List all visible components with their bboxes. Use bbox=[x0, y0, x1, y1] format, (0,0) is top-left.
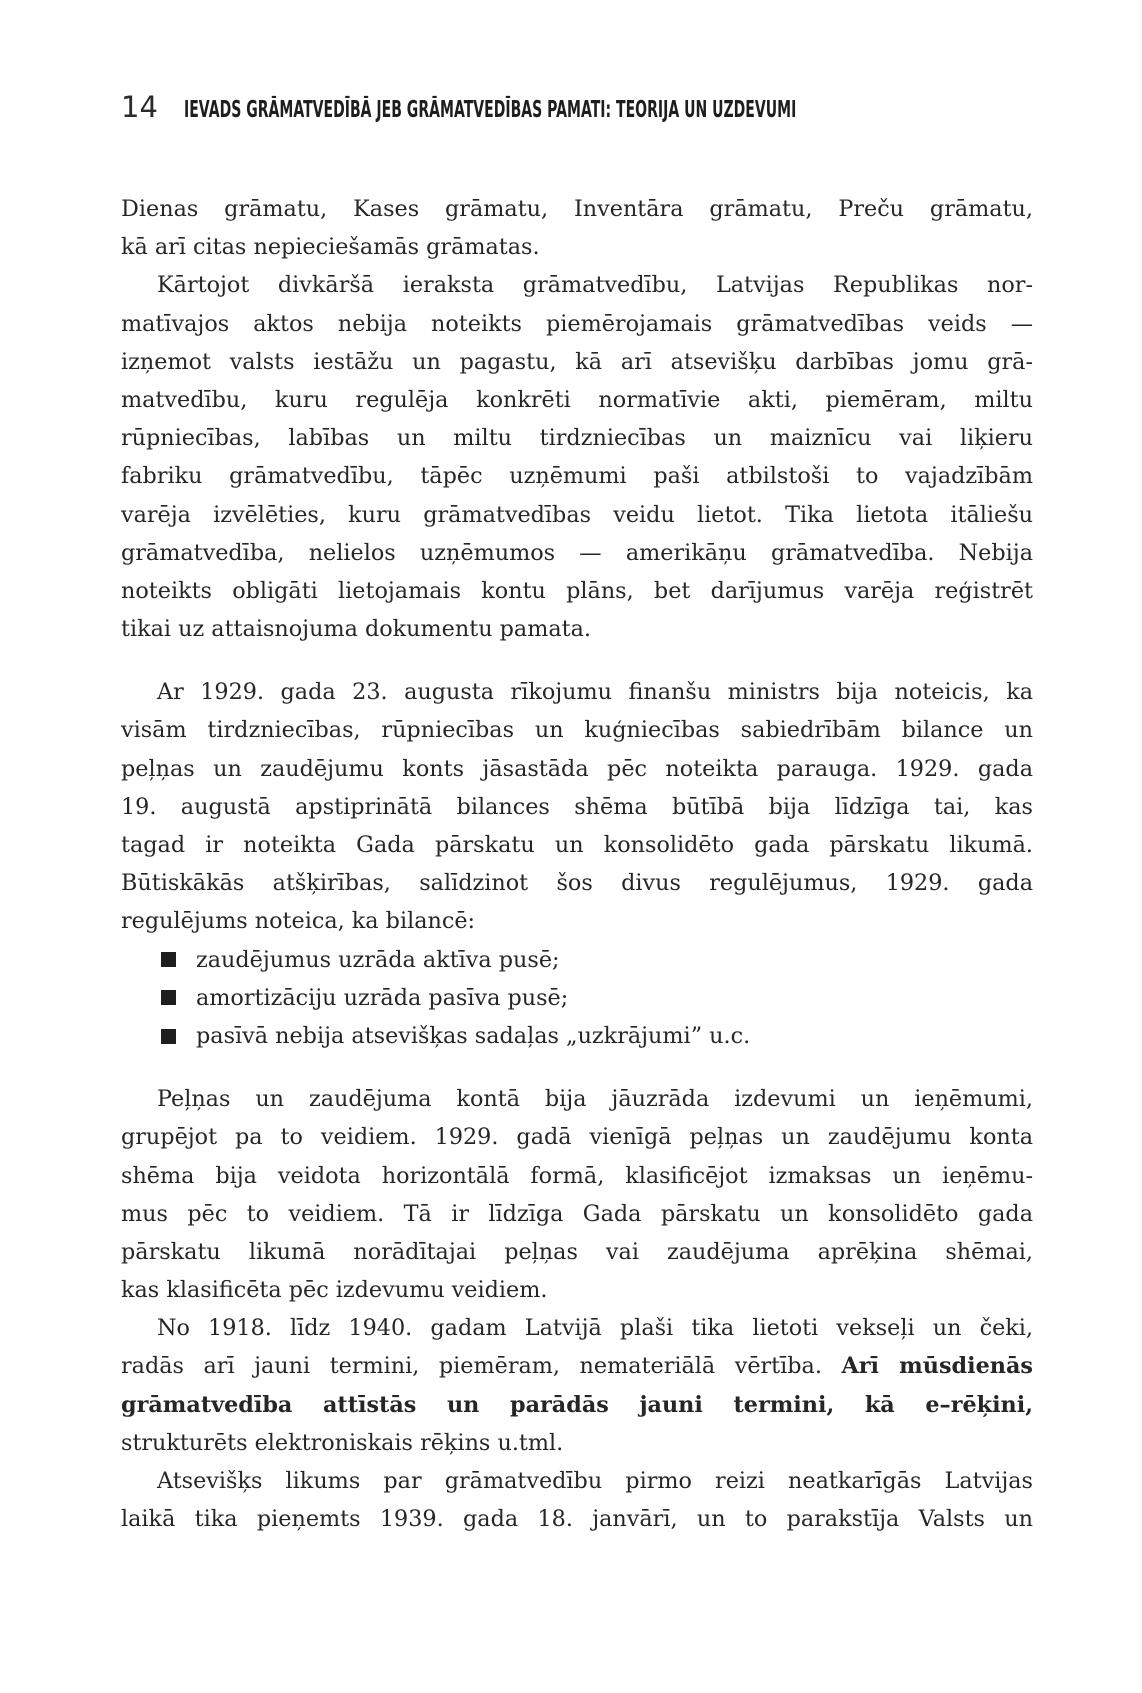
text-line: tikai uz attaisnojuma dokumentu pamata. bbox=[121, 616, 591, 643]
running-header bbox=[121, 90, 1142, 136]
text-line: grupējot pa to veidiem. 1929. gadā vienīgā peļņas un zaudējumu konta bbox=[121, 1124, 1033, 1151]
bullet-list bbox=[121, 941, 1033, 1056]
bullet-item bbox=[121, 1017, 1033, 1055]
bullet-item bbox=[121, 941, 1033, 979]
text-line: kas klasificēta pēc izdevumu veidiem. bbox=[121, 1277, 548, 1304]
paragraph-gap bbox=[121, 1055, 1033, 1080]
square-bullet-icon bbox=[161, 990, 176, 1005]
emphasized-text: Arī mūsdienās bbox=[841, 1353, 1033, 1380]
text-line: rūpniecības, labības un miltu tirdzniecības un maiznīcu vai liķieru bbox=[121, 425, 1033, 452]
paragraph bbox=[121, 1462, 1033, 1538]
text-line: peļņas un zaudējumu konts jāsastāda pēc noteikta parauga. 1929. gada bbox=[121, 755, 1033, 782]
square-bullet-icon bbox=[161, 952, 176, 967]
text-line: varēja izvēlēties, kuru grāmatvedības veidu lietot. Tika lietota itāliešu bbox=[121, 501, 1033, 528]
text-line: shēma bija veidota horizontālā formā, klasificējot izmaksas un ieņēmu- bbox=[121, 1162, 1033, 1189]
text-line bbox=[121, 1386, 1033, 1424]
paragraph bbox=[121, 1309, 1033, 1462]
page-number: 14 bbox=[121, 90, 158, 124]
text-line: matvedību, kuru regulēja konkrēti normatīvie akti, piemēram, miltu bbox=[121, 386, 1033, 413]
text-line: mus pēc to veidiem. Tā ir līdzīga Gada pārskatu un konsolidēto gada bbox=[121, 1200, 1033, 1227]
bullet-text: amortizāciju uzrāda pasīva pusē; bbox=[196, 984, 569, 1011]
text-line: strukturēts elektroniskais rēķins u.tml. bbox=[121, 1429, 564, 1456]
emphasized-text: grāmatvedība attīstās un parādās jauni termini, kā e–rēķini, bbox=[121, 1391, 1033, 1418]
text-line: regulējums noteica, ka bilancē: bbox=[121, 908, 476, 935]
body-text bbox=[121, 190, 1033, 1538]
paragraph bbox=[121, 673, 1033, 940]
text-line: Peļņas un zaudējuma kontā bija jāuzrāda izdevumi un ieņēmumi, bbox=[157, 1086, 1033, 1113]
text-line: Būtiskākās atšķirības, salīdzinot šos divus regulējumus, 1929. gada bbox=[121, 870, 1033, 897]
text-line: pārskatu likumā norādītajai peļņas vai zaudējuma aprēķina shēmai, bbox=[121, 1238, 1033, 1265]
square-bullet-icon bbox=[161, 1029, 176, 1044]
text-line: Ar 1929. gada 23. augusta rīkojumu finanšu ministrs bija noteicis, ka bbox=[157, 679, 1033, 706]
chapter-title: IEVADS GRĀMATVEDĪBĀ JEB GRĀMATVEDĪBAS PAMATI: TEORIJA UN UZDEVUMI bbox=[183, 97, 797, 123]
bullet-item bbox=[121, 979, 1033, 1017]
paragraph-gap bbox=[121, 648, 1033, 673]
text-line: fabriku grāmatvedību, tāpēc uzņēmumi paši atbilstoši to vajadzībām bbox=[121, 463, 1033, 490]
text-line: matīvajos aktos nebija noteikts piemērojamais grāmatvedības veids — bbox=[121, 310, 1033, 337]
text-line: izņemot valsts iestāžu un pagastu, kā arī atsevišķu darbības jomu grā- bbox=[121, 348, 1033, 375]
text-line: No 1918. līdz 1940. gadam Latvijā plaši tika lietoti vekseļi un čeki, bbox=[157, 1315, 1033, 1342]
text-line: Atsevišķs likums par grāmatvedību pirmo reizi neatkarīgās Latvijas bbox=[157, 1468, 1033, 1494]
paragraph bbox=[121, 190, 1033, 266]
text-line: noteikts obligāti lietojamais kontu plāns, bet darījumus varēja reģistrēt bbox=[121, 577, 1033, 604]
text-line: visām tirdzniecības, rūpniecības un kuģniecības sabiedrībām bilance un bbox=[121, 717, 1033, 744]
paragraph bbox=[121, 1080, 1033, 1309]
text-line: Kārtojot divkāršā ieraksta grāmatvedību, Latvijas Republikas nor- bbox=[157, 272, 1033, 299]
text-segment: radās arī jauni termini, piemēram, nemateriālā vērtība. bbox=[121, 1353, 842, 1380]
bullet-text: zaudējumus uzrāda aktīva pusē; bbox=[196, 946, 560, 973]
text-line: kā arī citas nepieciešamās grāmatas. bbox=[121, 234, 540, 261]
text-line: 19. augustā apstiprinātā bilances shēma būtībā bija līdzīga tai, kas bbox=[121, 793, 1033, 820]
text-line bbox=[121, 1347, 1033, 1385]
bullet-text: pasīvā nebija atsevišķas sadaļas „uzkrājumi” u.c. bbox=[196, 1022, 751, 1049]
text-line: grāmatvedība, nelielos uzņēmumos — amerikāņu grāmatvedība. Nebija bbox=[121, 539, 1033, 566]
text-line: laikā tika pieņemts 1939. gada 18. janvārī, un to parakstīja Valsts un bbox=[121, 1506, 1033, 1533]
text-line: Dienas grāmatu, Kases grāmatu, Inventāra grāmatu, Preču grāmatu, bbox=[121, 196, 1033, 222]
paragraph bbox=[121, 266, 1033, 648]
text-line: tagad ir noteikta Gada pārskatu un konsolidēto gada pārskatu likumā. bbox=[121, 832, 1033, 858]
